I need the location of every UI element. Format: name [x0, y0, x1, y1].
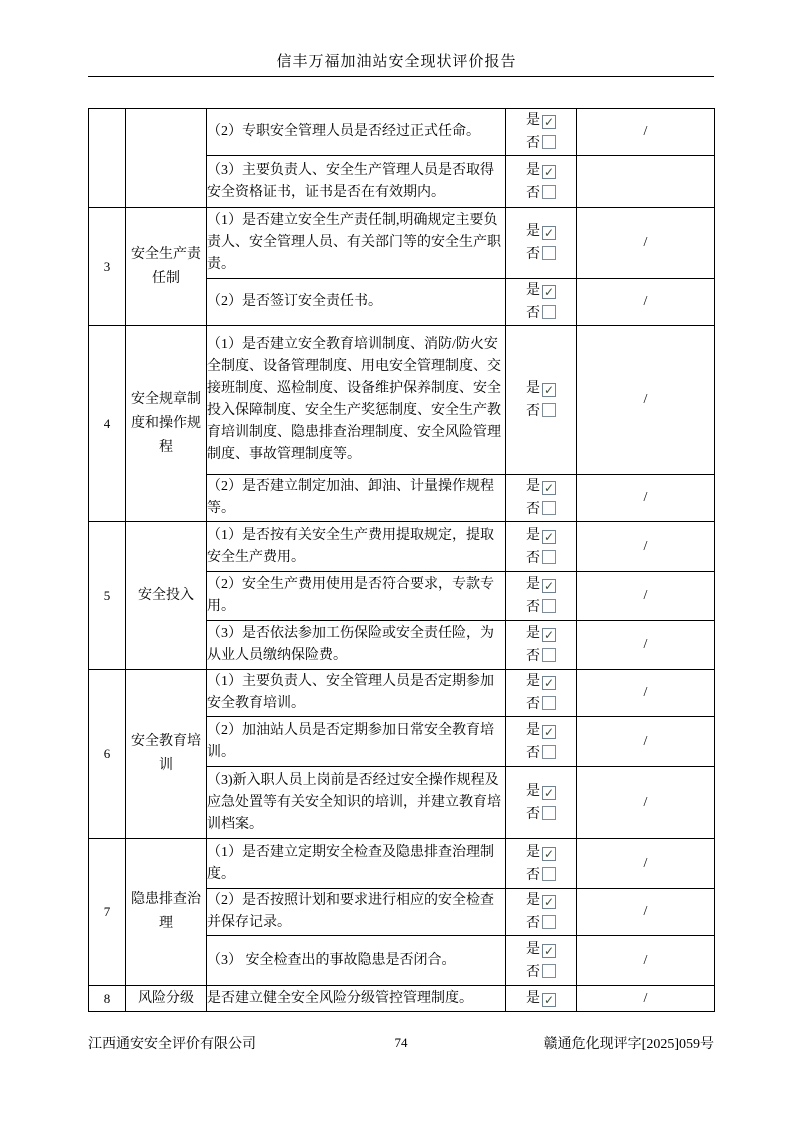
section-category	[126, 109, 207, 208]
result-cell: /	[577, 475, 715, 522]
yes-option	[506, 889, 576, 912]
checkbox-checked-icon: ✓	[543, 579, 555, 593]
footer-page-number: 74	[394, 1035, 408, 1050]
no-label: 否	[526, 867, 540, 883]
section-category: 安全投入	[126, 522, 207, 670]
no-label: 否	[526, 600, 540, 615]
checkbox-checked-icon: ✓	[543, 676, 555, 690]
yes-option	[506, 938, 576, 961]
no-label: 否	[526, 247, 540, 262]
yes-no-cell	[506, 109, 577, 156]
section-number: 8	[89, 986, 126, 1012]
yes-no-cell	[506, 767, 577, 839]
checkbox-unchecked-icon	[542, 745, 556, 759]
result-cell: /	[577, 717, 715, 767]
item-question: （2）专职安全管理人员是否经过正式任命。	[207, 109, 506, 156]
no-option	[506, 243, 576, 266]
yes-no-cell	[506, 621, 577, 670]
table-row	[89, 109, 715, 156]
checkbox-checked-icon: ✓	[543, 481, 555, 495]
yes-option	[506, 719, 576, 742]
yes-no-cell	[506, 522, 577, 572]
item-question: （2）是否按照计划和要求进行相应的安全检查并保存记录。	[207, 889, 506, 936]
table-row	[89, 670, 715, 717]
section-category: 安全生产责任制	[126, 208, 207, 326]
yes-option	[506, 524, 576, 547]
checkbox-checked-icon: ✓	[543, 846, 555, 861]
yes-label: 是	[526, 844, 540, 860]
table-row	[89, 522, 715, 572]
yes-label: 是	[526, 577, 540, 592]
result-cell	[577, 156, 715, 208]
checkbox-checked-icon: ✓	[543, 993, 555, 1007]
result-cell: /	[577, 621, 715, 670]
yes-no-cell	[506, 208, 577, 279]
yes-label: 是	[526, 527, 540, 543]
section-category: 安全教育培训	[126, 670, 207, 839]
no-label: 否	[526, 306, 540, 321]
yes-label: 是	[526, 674, 540, 689]
checkbox-checked-icon: ✓	[543, 724, 555, 739]
no-option	[506, 400, 576, 423]
item-question: （3)新入职人员上岗前是否经过安全操作规程及应急处置等有关安全知识的培训，并建立教育培训档案。	[207, 767, 506, 839]
section-category: 安全规章制度和操作规程	[126, 326, 207, 522]
checkbox-unchecked-icon	[542, 305, 556, 319]
yes-label: 是	[526, 479, 540, 494]
table-row	[89, 839, 715, 889]
yes-option	[506, 780, 576, 803]
no-label: 否	[526, 916, 540, 931]
yes-label: 是	[526, 722, 540, 738]
yes-option	[506, 377, 576, 400]
checkbox-unchecked-icon	[542, 403, 556, 417]
item-question: 是否建立健全安全风险分级管控管理制度。	[207, 986, 506, 1012]
no-label: 否	[526, 185, 540, 201]
item-question: （1）是否建立定期安全检查及隐患排查治理制度。	[207, 839, 506, 889]
item-question: （2）是否建立制定加油、卸油、计量操作规程等。	[207, 475, 506, 522]
yes-no-cell	[506, 986, 577, 1012]
checkbox-unchecked-icon	[542, 135, 556, 149]
no-label: 否	[526, 806, 540, 822]
yes-option	[506, 279, 576, 302]
checkbox-checked-icon: ✓	[543, 226, 555, 240]
item-question: （3） 安全检查出的事故隐患是否闭合。	[207, 936, 506, 986]
checkbox-checked-icon: ✓	[543, 785, 555, 800]
yes-no-cell	[506, 475, 577, 522]
checkbox-unchecked-icon	[542, 867, 556, 881]
result-cell: /	[577, 279, 715, 326]
no-option	[506, 132, 576, 155]
table-row	[89, 326, 715, 475]
yes-label: 是	[526, 113, 540, 128]
checkbox-unchecked-icon	[542, 648, 556, 662]
yes-option	[506, 109, 576, 132]
yes-no-cell	[506, 156, 577, 208]
section-category: 风险分级	[126, 986, 207, 1012]
section-number: 4	[89, 326, 126, 522]
section-number: 3	[89, 208, 126, 326]
checkbox-unchecked-icon	[542, 501, 556, 515]
checkbox-checked-icon: ✓	[543, 628, 555, 642]
yes-label: 是	[526, 626, 540, 641]
no-label: 否	[526, 502, 540, 517]
checkbox-unchecked-icon	[542, 964, 556, 978]
result-cell: /	[577, 986, 715, 1012]
header-divider	[88, 76, 714, 77]
yes-label: 是	[526, 283, 540, 298]
page-title: 信丰万福加油站安全现状评价报告	[276, 54, 517, 70]
no-label: 否	[526, 550, 540, 566]
checkbox-unchecked-icon	[542, 550, 556, 564]
footer-document-number: 赣通危化现评字[2025]059号	[543, 1037, 714, 1052]
footer-company: 江西通安安全评价有限公司	[88, 1037, 256, 1052]
result-cell: /	[577, 572, 715, 621]
yes-label: 是	[526, 991, 540, 1006]
no-label: 否	[526, 964, 540, 980]
section-number: 6	[89, 670, 126, 839]
yes-label: 是	[526, 224, 540, 239]
result-cell: /	[577, 889, 715, 936]
checkbox-unchecked-icon	[542, 915, 556, 929]
yes-no-cell	[506, 326, 577, 475]
yes-option	[506, 159, 576, 182]
item-question: （3）是否依法参加工伤保险或安全责任险，为从业人员缴纳保险费。	[207, 621, 506, 670]
table-row	[89, 986, 715, 1012]
result-cell: /	[577, 670, 715, 717]
yes-label: 是	[526, 162, 540, 178]
checkbox-checked-icon: ✓	[543, 943, 555, 958]
checkbox-unchecked-icon	[542, 696, 556, 710]
checkbox-checked-icon: ✓	[543, 115, 555, 129]
no-option	[506, 182, 576, 205]
item-question: （1）是否建立安全生产责任制,明确规定主要负责人、安全管理人员、有关部门等的安全生产职责。	[207, 208, 506, 279]
yes-no-cell	[506, 717, 577, 767]
table-row	[89, 208, 715, 279]
section-number	[89, 109, 126, 208]
result-cell: /	[577, 109, 715, 156]
yes-option	[506, 670, 576, 693]
yes-no-cell	[506, 572, 577, 621]
no-label: 否	[526, 136, 540, 151]
section-category: 隐患排查治理	[126, 839, 207, 986]
no-option	[506, 547, 576, 570]
yes-option	[506, 841, 576, 864]
yes-label: 是	[526, 941, 540, 957]
no-option	[506, 596, 576, 619]
yes-no-cell	[506, 839, 577, 889]
yes-label: 是	[526, 381, 540, 396]
no-option	[506, 864, 576, 887]
section-number: 5	[89, 522, 126, 670]
yes-label: 是	[526, 893, 540, 908]
result-cell: /	[577, 839, 715, 889]
result-cell: /	[577, 326, 715, 475]
item-question: （2）是否签订安全责任书。	[207, 279, 506, 326]
checkbox-unchecked-icon	[542, 246, 556, 260]
item-question: （1）是否建立安全教育培训制度、消防/防火安全制度、设备管理制度、用电安全管理制度、交接班制度、巡检制度、设备维护保养制度、安全投入保障制度、安全生产奖惩制度、安全生产教育培训制度、隐患排查治理制度、安全风险管理制度、事故管理制度等。	[207, 326, 506, 475]
no-option	[506, 498, 576, 521]
yes-option	[506, 622, 576, 645]
yes-option	[506, 987, 576, 1010]
result-cell: /	[577, 208, 715, 279]
yes-option	[506, 220, 576, 243]
yes-no-cell	[506, 670, 577, 717]
section-number: 7	[89, 839, 126, 986]
yes-no-cell	[506, 889, 577, 936]
yes-option	[506, 475, 576, 498]
evaluation-table	[88, 108, 715, 1012]
result-cell: /	[577, 767, 715, 839]
no-option	[506, 742, 576, 765]
no-label: 否	[526, 404, 540, 419]
item-question: （1）主要负责人、安全管理人员是否定期参加安全教育培训。	[207, 670, 506, 717]
page-footer	[88, 1033, 714, 1055]
no-option	[506, 302, 576, 325]
checkbox-checked-icon: ✓	[543, 285, 555, 299]
no-option	[506, 645, 576, 668]
result-cell: /	[577, 936, 715, 986]
no-option	[506, 803, 576, 826]
yes-no-cell	[506, 936, 577, 986]
checkbox-checked-icon: ✓	[543, 383, 555, 397]
no-option	[506, 693, 576, 716]
checkbox-unchecked-icon	[542, 185, 556, 199]
item-question: （3）主要负责人、安全生产管理人员是否取得安全资格证书，证书是否在有效期内。	[207, 156, 506, 208]
checkbox-unchecked-icon	[542, 806, 556, 820]
item-question: （1）是否按有关安全生产费用提取规定，提取安全生产费用。	[207, 522, 506, 572]
yes-label: 是	[526, 783, 540, 799]
item-question: （2）加油站人员是否定期参加日常安全教育培训。	[207, 717, 506, 767]
checkbox-unchecked-icon	[542, 599, 556, 613]
no-label: 否	[526, 649, 540, 664]
no-label: 否	[526, 697, 540, 712]
yes-no-cell	[506, 279, 577, 326]
yes-option	[506, 573, 576, 596]
no-option	[506, 912, 576, 935]
checkbox-checked-icon: ✓	[543, 164, 555, 179]
result-cell: /	[577, 522, 715, 572]
checkbox-checked-icon: ✓	[543, 529, 555, 544]
checkbox-checked-icon: ✓	[543, 895, 555, 909]
no-option	[506, 961, 576, 984]
no-label: 否	[526, 745, 540, 761]
item-question: （2）安全生产费用使用是否符合要求，专款专用。	[207, 572, 506, 621]
